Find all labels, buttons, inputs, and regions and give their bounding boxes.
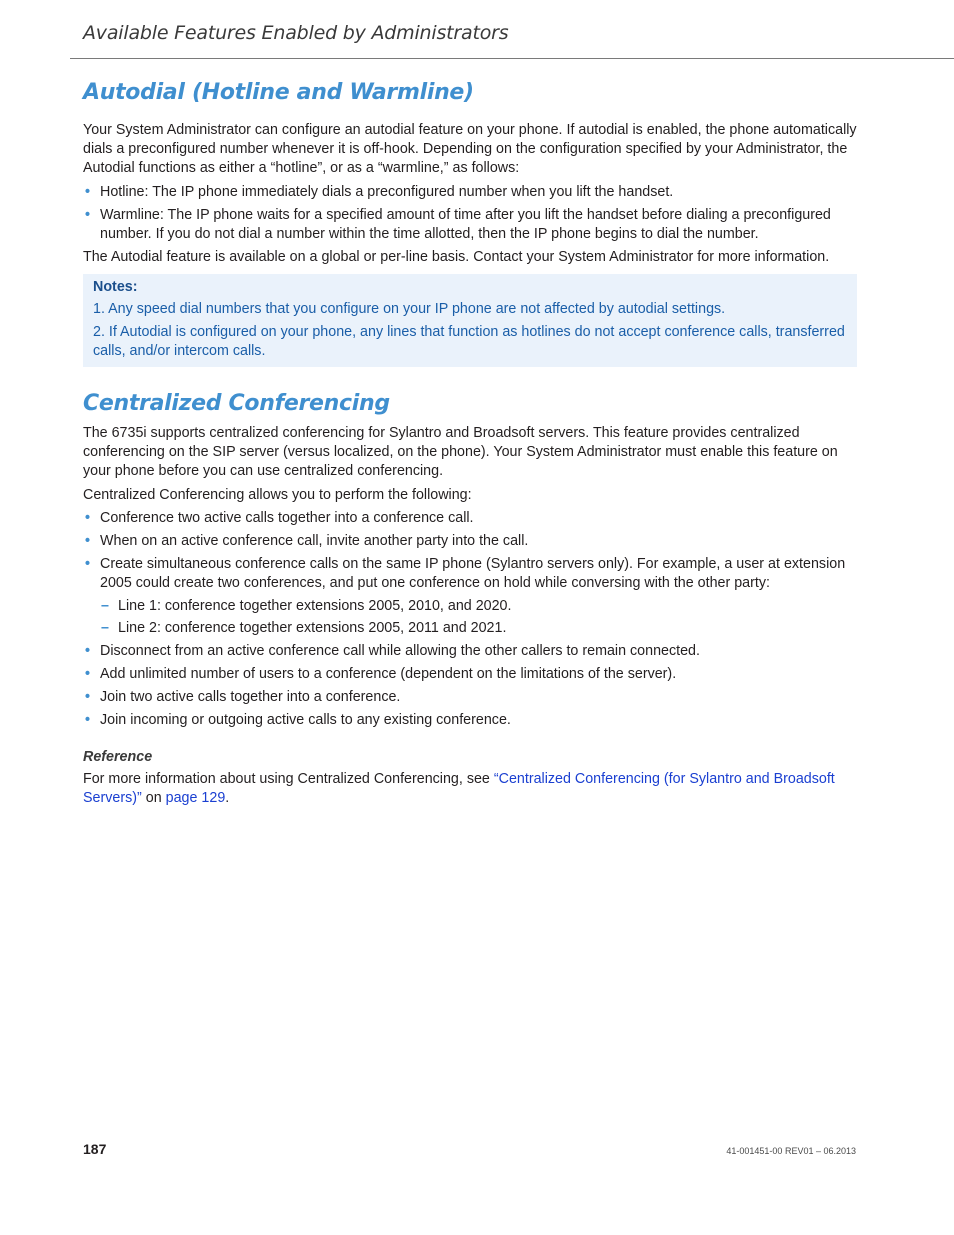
section-heading-autodial: Autodial (Hotline and Warmline) bbox=[83, 80, 474, 105]
sub-list-item bbox=[83, 597, 857, 616]
section-heading-conferencing: Centralized Conferencing bbox=[83, 391, 390, 416]
reference-link-page[interactable]: page 129 bbox=[165, 790, 226, 806]
bullet-icon: • bbox=[85, 712, 91, 728]
autodial-intro: Your System Administrator can configure an autodial feature on your phone. If autodial is enabled, the phone automatically dials a preconfigured number whenever it is off-hook. Depending on the configuration specified by your Administrator, the Autodial functions as either a “hotline”, or as a “warmline,” as follows: bbox=[83, 122, 857, 176]
reference-text: For more information about using Centralized Conferencing, see bbox=[83, 771, 494, 787]
list-item bbox=[83, 711, 857, 730]
list-item-text: When on an active conference call, invite another party into the call. bbox=[100, 533, 529, 549]
list-item-text: Hotline: The IP phone immediately dials a preconfigured number when you lift the handset. bbox=[100, 184, 674, 200]
autodial-closing: The Autodial feature is available on a global or per-line basis. Contact your System Administrator for more information. bbox=[83, 249, 830, 265]
bullet-icon: • bbox=[85, 689, 91, 705]
reference-link-section[interactable]: “Centralized Conferencing (for Sylantro and Broadsoft Servers)” bbox=[83, 771, 835, 806]
page-content bbox=[83, 80, 857, 808]
list-item bbox=[83, 642, 857, 661]
note-item: 2. If Autodial is configured on your phone, any lines that function as hotlines do not accept conference calls, transferred calls, and/or intercom calls. bbox=[93, 324, 845, 359]
list-item-text: Warmline: The IP phone waits for a specified amount of time after you lift the handset before dialing a preconfigured number. If you do not dial a number within the time allotted, then the IP phone begins to dial the number. bbox=[100, 207, 831, 242]
page-number: 187 bbox=[83, 1141, 107, 1157]
conferencing-bullets bbox=[83, 509, 857, 730]
bullet-icon: • bbox=[85, 643, 91, 659]
running-header: Available Features Enabled by Administrators bbox=[83, 22, 509, 44]
reference-text: . bbox=[225, 790, 230, 806]
dash-icon: – bbox=[101, 620, 109, 636]
notes-box bbox=[83, 274, 857, 367]
autodial-bullets bbox=[83, 183, 857, 244]
reference-text: on bbox=[141, 790, 166, 806]
sub-list-item-text: Line 2: conference together extensions 2005, 2011 and 2021. bbox=[118, 620, 507, 636]
list-item-text: Join two active calls together into a conference. bbox=[100, 689, 401, 705]
reference-paragraph bbox=[83, 770, 857, 808]
bullet-icon: • bbox=[85, 533, 91, 549]
list-item bbox=[83, 183, 857, 202]
bullet-icon: • bbox=[85, 510, 91, 526]
list-item-text: Disconnect from an active conference call while allowing the other callers to remain connected. bbox=[100, 643, 700, 659]
sub-list-item bbox=[83, 619, 857, 638]
bullet-icon: • bbox=[85, 666, 91, 682]
list-item-text: Create simultaneous conference calls on the same IP phone (Sylantro servers only). For example, a user at extension 2005 could create two conferences, and put one conference on hold while conversing with the other party: bbox=[100, 556, 846, 591]
reference-heading: Reference bbox=[83, 749, 153, 765]
conferencing-intro: The 6735i supports centralized conferencing for Sylantro and Broadsoft servers. This feature provides centralized conferencing on the SIP server (versus localized, on the phone). Your System Administrator must enable this feature on your phone before you can use centralized conferencing. bbox=[83, 425, 838, 479]
list-item-text: Join incoming or outgoing active calls to any existing conference. bbox=[100, 712, 511, 728]
list-item-text: Add unlimited number of users to a conference (dependent on the limitations of the server). bbox=[100, 666, 677, 682]
header-divider bbox=[70, 58, 954, 59]
list-item bbox=[83, 688, 857, 707]
bullet-icon: • bbox=[85, 556, 91, 572]
conferencing-lead: Centralized Conferencing allows you to perform the following: bbox=[83, 487, 472, 503]
bullet-icon: • bbox=[85, 184, 91, 200]
list-item bbox=[83, 665, 857, 684]
list-item bbox=[83, 509, 857, 528]
list-item bbox=[83, 555, 857, 593]
note-item: 1. Any speed dial numbers that you configure on your IP phone are not affected by autodial settings. bbox=[93, 301, 726, 317]
document-id: 41-001451-00 REV01 – 06.2013 bbox=[726, 1146, 856, 1156]
sub-list-item-text: Line 1: conference together extensions 2005, 2010, and 2020. bbox=[118, 598, 512, 614]
list-item bbox=[83, 532, 857, 551]
notes-title: Notes: bbox=[93, 279, 138, 295]
dash-icon: – bbox=[101, 598, 109, 614]
list-item-text: Conference two active calls together into a conference call. bbox=[100, 510, 474, 526]
bullet-icon: • bbox=[85, 207, 91, 223]
list-item bbox=[83, 206, 857, 244]
